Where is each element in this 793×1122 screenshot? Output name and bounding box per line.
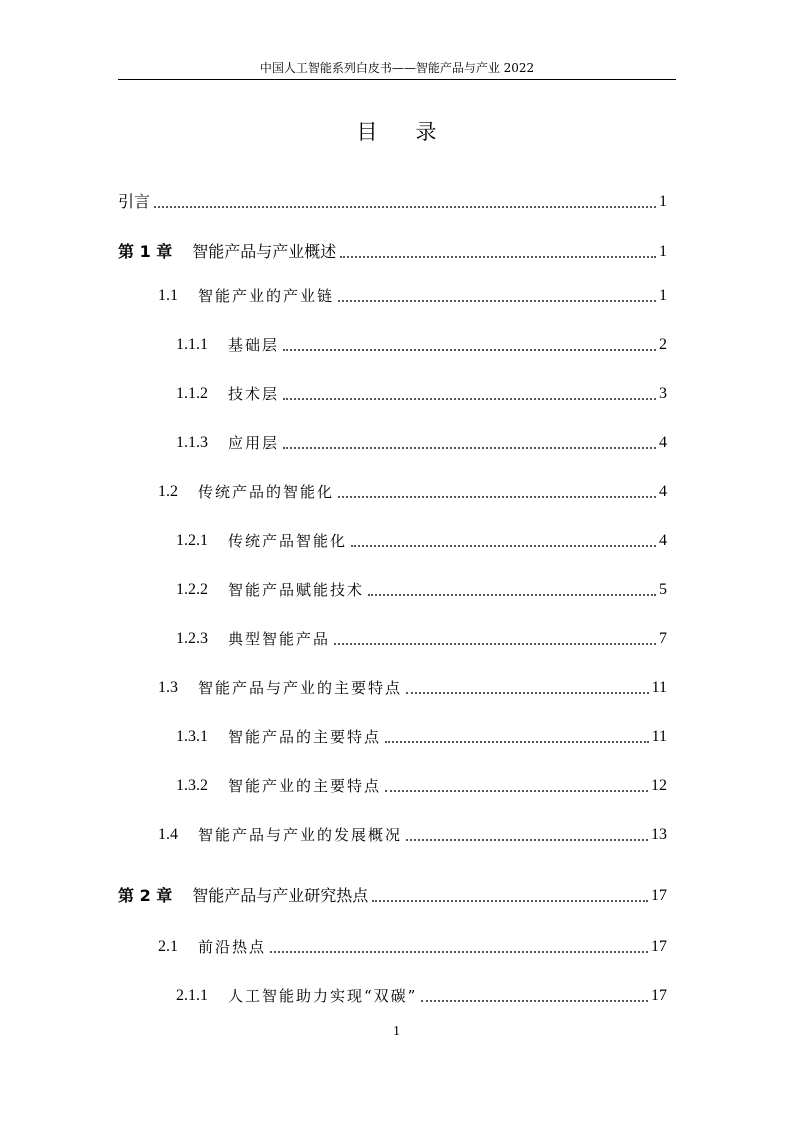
toc-leader-dots bbox=[368, 593, 656, 596]
toc-entry-number: 1.1.2 bbox=[176, 385, 208, 402]
toc-leader-dots bbox=[385, 740, 649, 743]
toc-entry-text: 传统产品的智能化 bbox=[198, 483, 335, 501]
toc-page-number: 1 bbox=[659, 193, 667, 210]
toc-page-number: 12 bbox=[651, 777, 667, 794]
page-number: 1 bbox=[393, 1024, 400, 1039]
toc-leader-dots bbox=[283, 446, 656, 449]
toc-page-number: 3 bbox=[659, 385, 667, 402]
toc-entry-1-2-1[interactable] bbox=[176, 527, 667, 551]
toc-entry-number: 1.2.3 bbox=[176, 630, 208, 647]
toc-entry-1-2-3[interactable] bbox=[176, 625, 667, 649]
toc-page-number: 4 bbox=[659, 532, 667, 549]
toc-leader-dots bbox=[385, 789, 648, 792]
header-rule bbox=[118, 79, 676, 80]
toc-entry-number: 1.2 bbox=[158, 483, 178, 500]
toc-entry-text: 智能产品与产业研究热点 bbox=[192, 886, 369, 905]
toc-page-number: 1 bbox=[659, 243, 667, 260]
toc-page-number: 4 bbox=[659, 483, 667, 500]
toc-entry-text: 传统产品智能化 bbox=[228, 532, 348, 550]
toc-entry-number: 1.3.2 bbox=[176, 777, 208, 794]
toc-entry-1-3[interactable] bbox=[158, 674, 667, 698]
toc-leader-dots bbox=[338, 495, 656, 498]
running-header: 中国人工智能系列白皮书——智能产品与产业 2022 bbox=[259, 61, 535, 75]
toc-leader-dots bbox=[334, 642, 656, 645]
toc-entry-1-3-2[interactable] bbox=[176, 772, 667, 796]
toc-entry-number: 第 1 章 bbox=[118, 242, 173, 261]
toc-entry-number: 1.2.1 bbox=[176, 532, 208, 549]
toc-entry-chapter-2[interactable] bbox=[118, 882, 667, 906]
toc-page-number: 4 bbox=[659, 434, 667, 451]
toc-entry-intro[interactable] bbox=[118, 188, 667, 212]
toc-page-number: 1 bbox=[659, 287, 667, 304]
toc-entry-text: 基础层 bbox=[228, 336, 280, 354]
toc-entry-text: 智能产品的主要特点 bbox=[228, 728, 382, 746]
toc-entry-number: 1.4 bbox=[158, 826, 178, 843]
toc-entry-number: 2.1.1 bbox=[176, 987, 208, 1004]
toc-entry-text: 技术层 bbox=[228, 385, 280, 403]
toc-leader-dots bbox=[283, 397, 656, 400]
toc-entry-number: 1.1.1 bbox=[176, 336, 208, 353]
toc-entry-number: 1.3.1 bbox=[176, 728, 208, 745]
toc-entry-1-1-3[interactable] bbox=[176, 429, 667, 453]
toc-entry-text: 人工智能助力实现“双碳” bbox=[228, 987, 418, 1005]
toc-leader-dots bbox=[421, 999, 648, 1002]
toc-entry-text: 前沿热点 bbox=[198, 938, 267, 956]
toc-page-number: 17 bbox=[651, 938, 667, 955]
toc-entry-1-4[interactable] bbox=[158, 821, 667, 845]
toc-entry-1-2[interactable] bbox=[158, 478, 667, 502]
toc-entry-text: 引言 bbox=[118, 192, 151, 211]
toc-leader-dots bbox=[338, 299, 656, 302]
toc-leader-dots bbox=[372, 899, 648, 902]
toc-leader-dots bbox=[406, 838, 648, 841]
toc-entry-number: 2.1 bbox=[158, 938, 178, 955]
toc-page-number: 7 bbox=[659, 630, 667, 647]
toc-entry-text: 智能产品赋能技术 bbox=[228, 581, 365, 599]
toc-page-number: 5 bbox=[659, 581, 667, 598]
toc-page-number: 2 bbox=[659, 336, 667, 353]
toc-entry-1-1-2[interactable] bbox=[176, 380, 667, 404]
toc-entry-1-1[interactable] bbox=[158, 282, 667, 306]
toc-entry-text: 典型智能产品 bbox=[228, 630, 331, 648]
toc-page-number: 11 bbox=[651, 679, 667, 696]
toc-page-number: 11 bbox=[651, 728, 667, 745]
toc-entry-text: 智能产品与产业的主要特点 bbox=[198, 679, 403, 697]
toc-entry-number: 1.3 bbox=[158, 679, 178, 696]
toc-entry-number: 1.1 bbox=[158, 287, 178, 304]
toc-page-number: 17 bbox=[651, 987, 667, 1004]
toc-page-number: 13 bbox=[651, 826, 667, 843]
toc-leader-dots bbox=[406, 691, 649, 694]
toc-entry-number: 1.2.2 bbox=[176, 581, 208, 598]
toc-entry-text: 智能产品与产业概述 bbox=[192, 242, 337, 261]
toc-entry-text: 智能产业的产业链 bbox=[198, 287, 335, 305]
toc-entry-text: 智能产业的主要特点 bbox=[228, 777, 382, 795]
toc-entry-2-1[interactable] bbox=[158, 933, 667, 957]
page-title: 目录 bbox=[356, 120, 475, 144]
toc-leader-dots bbox=[270, 950, 648, 953]
toc-entry-chapter-1[interactable] bbox=[118, 238, 667, 262]
toc-entry-1-3-1[interactable] bbox=[176, 723, 667, 747]
toc-entry-2-1-1[interactable] bbox=[176, 982, 667, 1006]
toc-entry-text: 应用层 bbox=[228, 434, 280, 452]
toc-leader-dots bbox=[154, 205, 656, 208]
toc-entry-number: 第 2 章 bbox=[118, 886, 173, 905]
toc-entry-1-2-2[interactable] bbox=[176, 576, 667, 600]
toc-leader-dots bbox=[340, 255, 656, 258]
toc-leader-dots bbox=[283, 348, 656, 351]
toc-entry-text: 智能产品与产业的发展概况 bbox=[198, 826, 403, 844]
toc-page-number: 17 bbox=[651, 887, 667, 904]
toc-entry-1-1-1[interactable] bbox=[176, 331, 667, 355]
toc-leader-dots bbox=[351, 544, 656, 547]
toc-entry-number: 1.1.3 bbox=[176, 434, 208, 451]
